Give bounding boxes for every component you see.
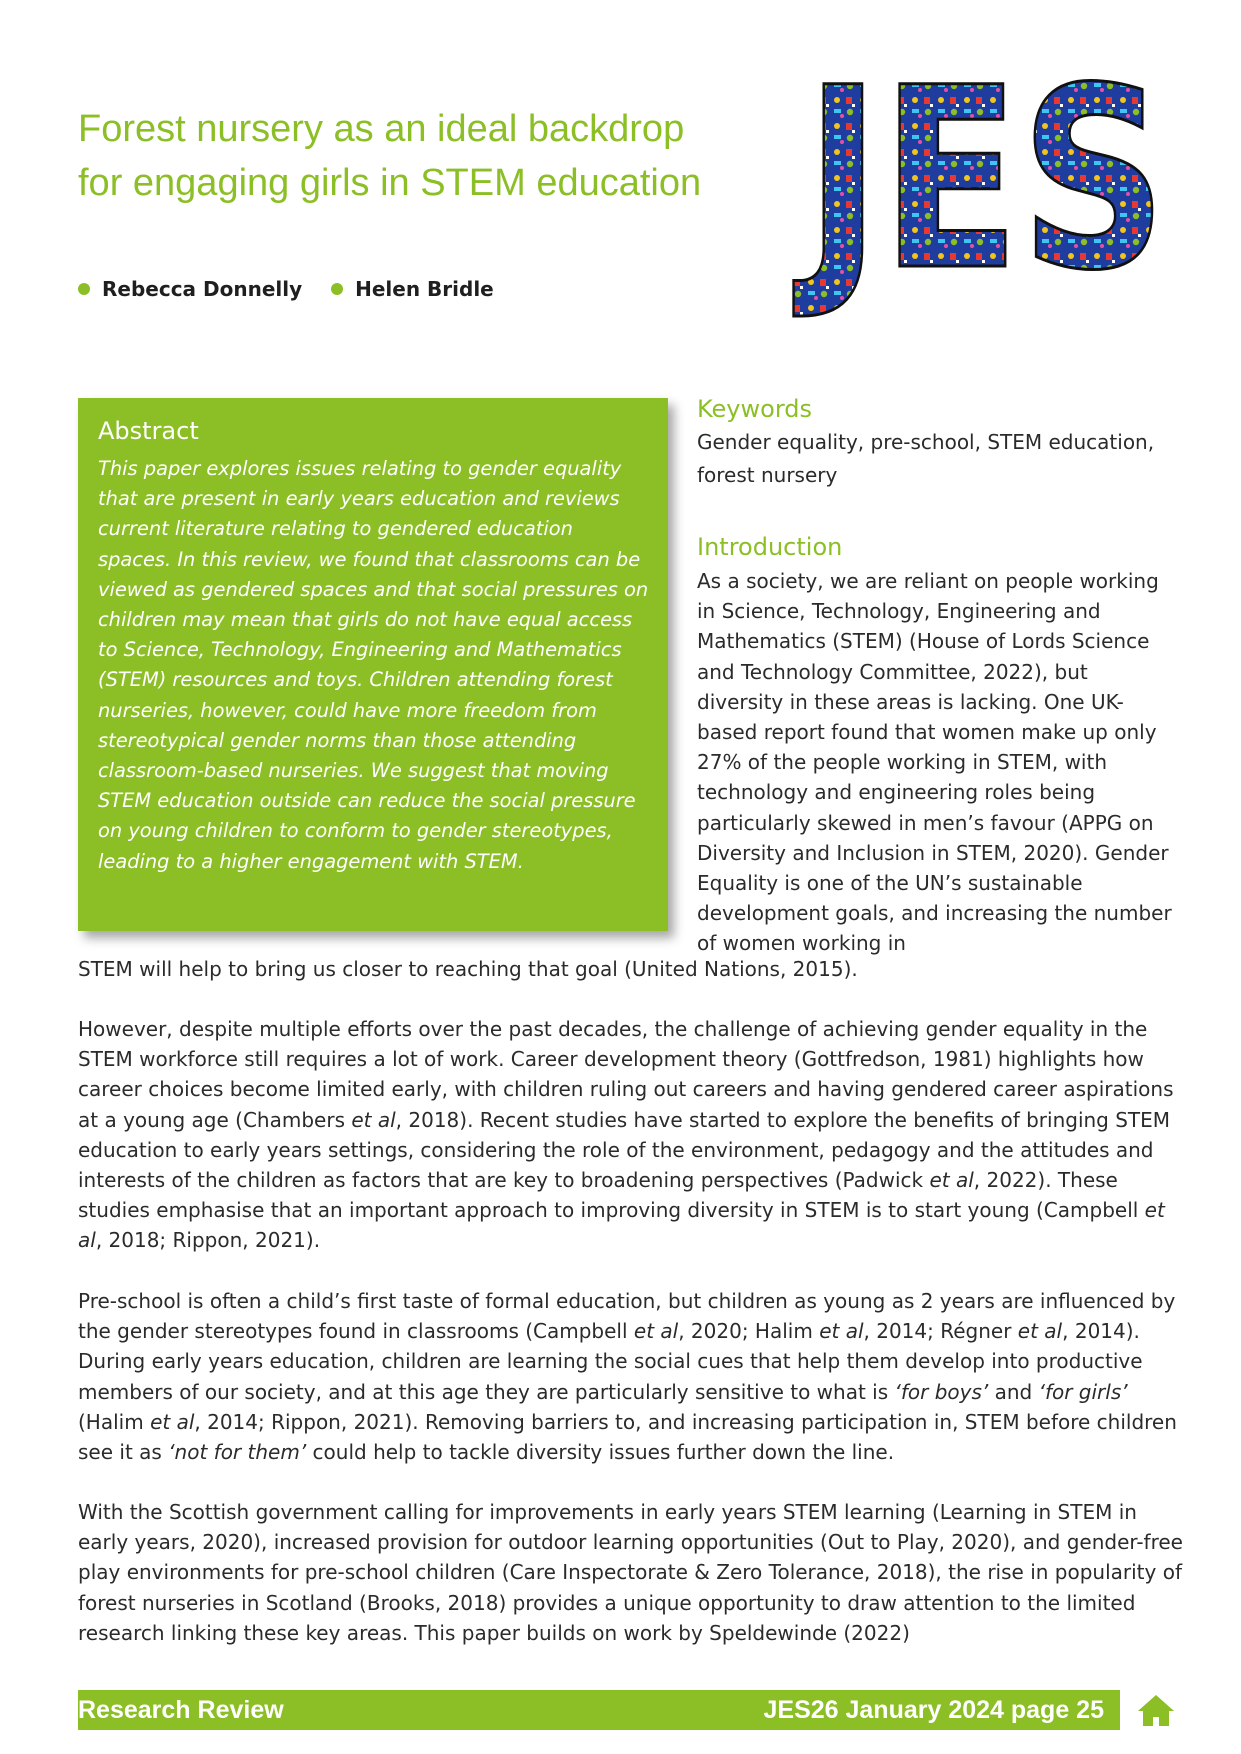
title-line-1: Forest nursery as an ideal backdrop <box>78 108 685 150</box>
keywords-heading: Keywords <box>697 395 813 423</box>
italic-run: ‘for girls’ <box>1038 1379 1128 1404</box>
author-name: Rebecca Donnelly <box>102 277 303 301</box>
text-run: (Halim <box>78 1409 151 1434</box>
jes-logo <box>792 34 1177 325</box>
abstract-heading: Abstract <box>98 417 199 445</box>
text-run: , 2022). These studies emphasise that an important approach to improving diversity in STEM is to start young (Campbell <box>78 1168 1145 1223</box>
italic-run: ‘for boys’ <box>894 1379 989 1404</box>
introduction-continuation: STEM will help to bring us closer to reaching that goal (United Nations, 2015). <box>78 957 858 981</box>
italic-run: et al <box>351 1107 396 1132</box>
introduction-column-text: As a society, we are reliant on people working in Science, Technology, Engineering and Mathematics (STEM) (House of Lords Science and Technology Committee, 2022), but diversity in these areas is lacking. One UK-based report found that women make up only 27% of the people working in STEM, with technology and engineering roles being particularly skewed in men’s favour (APPG on Diversity and Inclusion in STEM, 2020). Gender Equality is one of the UN’s sustainable development goals, and increasing the number of women working in <box>697 569 1172 956</box>
italic-run: et al <box>78 1198 1165 1253</box>
author-name: Helen Bridle <box>355 277 494 301</box>
italic-run: ‘not for them’ <box>168 1440 307 1465</box>
italic-run: et al <box>819 1319 864 1344</box>
text-run: However, despite multiple efforts over the past decades, the challenge of achieving gender equality in the STEM workforce still requires a lot of work. Career development theory (Gottfredson, 1981) highlights how career choices become limited early, with children ruling out careers and having gendered career aspirations at a young age (Chambers <box>78 1017 1174 1132</box>
italic-run: et al <box>633 1319 679 1344</box>
italic-run: et al <box>1017 1319 1063 1344</box>
keywords-section <box>697 394 1177 492</box>
abstract-text: This paper explores issues relating to gender equality that are present in early years education and reviews current literature relating to gendered education spaces. In this review, we found that classrooms can be viewed as gendered spaces and that social pressures on children may mean that girls do not have equal access to Science, Technology, Engineering and Mathematics (STEM) resources and toys. Children attending forest nurseries, however, could have more freedom from stereotypical gender norms than those attending classroom-based nurseries. We suggest that moving STEM education outside can reduce the social pressure on young children to conform to gender stereotypes, leading to a higher engagement with STEM. <box>98 457 649 873</box>
text-run: , 2014; Rippon, 2021). Removing barriers to, and increasing participation in, STEM before children see it as <box>78 1409 1177 1465</box>
logo-lettering: JES <box>792 34 1167 325</box>
home-icon[interactable] <box>1134 1690 1178 1730</box>
introduction-heading: Introduction <box>697 533 843 561</box>
text-run: , 2014). During early years education, children are learning the social cues that help them develop into productive members of our society, and at this age they are particularly sensitive to what is <box>78 1319 1143 1404</box>
bullet-dot-icon <box>78 283 90 295</box>
title-line-2: for engaging girls in STEM education <box>78 162 702 204</box>
footer-bar <box>78 1690 1120 1730</box>
text-run: and <box>988 1379 1039 1404</box>
author-1 <box>78 277 302 301</box>
bullet-dot-icon <box>331 283 343 295</box>
author-2 <box>331 277 494 301</box>
abstract-box <box>78 398 668 931</box>
article-title <box>78 102 798 210</box>
italic-run: et al <box>929 1168 974 1193</box>
text-run: , 2014; Régner <box>863 1319 1018 1344</box>
footer-issue-label: JES26 January 2024 page 25 <box>763 1695 1104 1724</box>
text-run: , 2020; Halim <box>678 1319 820 1344</box>
paragraph-2 <box>78 1014 1183 1256</box>
paragraph-4: With the Scottish government calling for improvements in early years STEM learning (Learning in STEM in early years, 2020), increased provision for outdoor learning opportunities (Out to Play, 2020), and gender-free play environments for pre-school children (Care Inspectorate & Zero Tolerance, 2018), the rise in popularity of forest nurseries in Scotland (Brooks, 2018) provides a unique opportunity to draw attention to the limited research linking these key areas. This paper builds on work by Speldewinde (2022) <box>78 1500 1183 1645</box>
text-run: Pre-school is often a child’s first taste of formal education, but children as young as 2 years are influenced by the gender stereotypes found in classrooms (Campbell <box>78 1289 1176 1344</box>
text-run: , 2018). Recent studies have started to explore the benefits of bringing STEM education to early years settings, considering the role of the environment, pedagogy and the attitudes and interests of the children as factors that are key to broadening perspectives (Padwick <box>78 1107 1171 1193</box>
text-run: , 2018; Rippon, 2021). <box>95 1228 321 1253</box>
footer-section-label: Research Review <box>78 1695 284 1724</box>
paragraph-3 <box>78 1286 1183 1467</box>
keywords-text: Gender equality, pre-school, STEM education, forest nursery <box>697 430 1155 487</box>
italic-run: et al <box>150 1409 195 1434</box>
text-run: could help to tackle diversity issues further down the line. <box>306 1440 895 1465</box>
author-list <box>78 276 516 301</box>
